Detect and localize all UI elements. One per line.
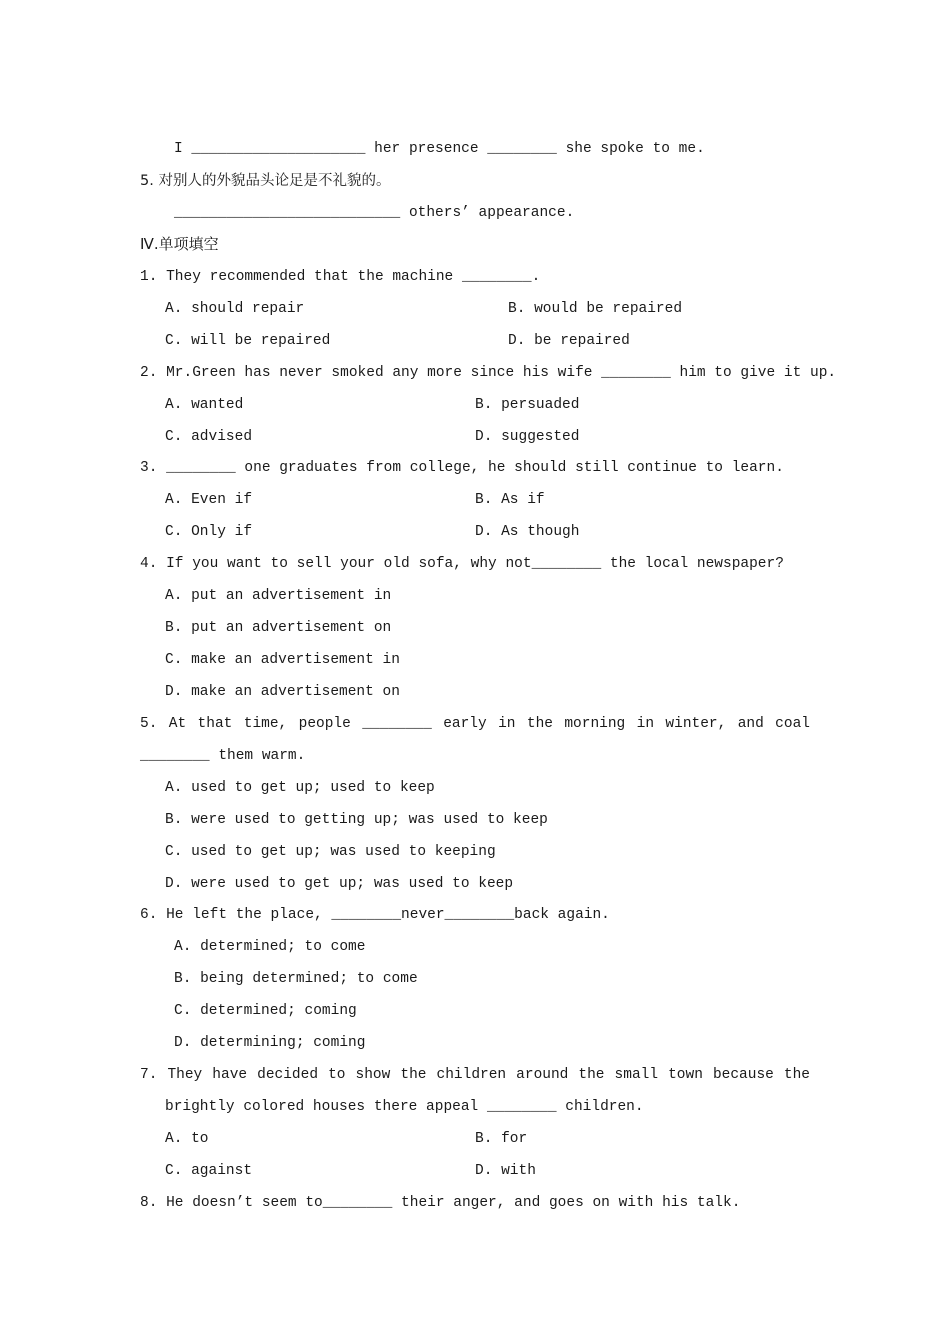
- question-3-stem: 3. ________ one graduates from college, he should still continue to learn.: [140, 460, 784, 476]
- question-3-option-a[interactable]: A. Even if: [165, 492, 253, 508]
- question-6-option-b[interactable]: B. being determined; to come: [174, 971, 418, 987]
- question-1-option-a[interactable]: A. should repair: [165, 301, 305, 317]
- question-4-option-d[interactable]: D. make an advertisement on: [165, 684, 400, 700]
- question-5-stem-line-1: 5. At that time, people ________ early in the morning in winter, and coal: [140, 716, 810, 732]
- question-3-option-b[interactable]: B. As if: [475, 492, 545, 508]
- question-1-stem: 1. They recommended that the machine ________.: [140, 269, 541, 285]
- question-6-option-d[interactable]: D. determining; coming: [174, 1035, 366, 1051]
- question-5-option-a[interactable]: A. used to get up; used to keep: [165, 780, 435, 796]
- question-6-option-c[interactable]: C. determined; coming: [174, 1003, 357, 1019]
- question-5-option-c[interactable]: C. used to get up; was used to keeping: [165, 844, 496, 860]
- question-7-option-a[interactable]: A. to: [165, 1131, 209, 1147]
- section-heading: Ⅳ.单项填空: [140, 235, 219, 253]
- q5-answer-line: __________________________ others’ appearance.: [174, 205, 575, 221]
- question-2-stem: 2. Mr.Green has never smoked any more since his wife ________ him to give it up.: [140, 365, 837, 381]
- q5-chinese-prompt: 5. 对别人的外貌品头论足是不礼貌的。: [140, 173, 391, 189]
- question-4-option-b[interactable]: B. put an advertisement on: [165, 620, 392, 636]
- question-1-option-b[interactable]: B. would be repaired: [508, 301, 683, 317]
- question-6-option-a[interactable]: A. determined; to come: [174, 939, 366, 955]
- question-7-option-d[interactable]: D. with: [475, 1163, 536, 1179]
- question-5-option-b[interactable]: B. were used to getting up; was used to keep: [165, 812, 548, 828]
- question-2-option-c[interactable]: C. advised: [165, 429, 253, 445]
- question-3-option-d[interactable]: D. As though: [475, 524, 580, 540]
- q4-sentence-line: I ____________________ her presence ________ she spoke to me.: [174, 141, 705, 157]
- question-7-option-c[interactable]: C. against: [165, 1163, 253, 1179]
- question-2-option-d[interactable]: D. suggested: [475, 429, 580, 445]
- question-7-option-b[interactable]: B. for: [475, 1131, 528, 1147]
- question-1-option-c[interactable]: C. will be repaired: [165, 333, 331, 349]
- question-2-option-b[interactable]: B. persuaded: [475, 397, 580, 413]
- question-7-stem-line-2: brightly colored houses there appeal ________ children.: [165, 1099, 644, 1115]
- question-3-option-c[interactable]: C. Only if: [165, 524, 253, 540]
- question-5-stem-line-2: ________ them warm.: [140, 748, 306, 764]
- question-2-option-a[interactable]: A. wanted: [165, 397, 244, 413]
- question-6-stem: 6. He left the place, ________never________back again.: [140, 907, 610, 923]
- question-8-stem: 8. He doesn’t seem to________ their anger, and goes on with his talk.: [140, 1195, 741, 1211]
- question-4-stem: 4. If you want to sell your old sofa, why not________ the local newspaper?: [140, 556, 784, 572]
- question-4-option-a[interactable]: A. put an advertisement in: [165, 588, 392, 604]
- question-5-option-d[interactable]: D. were used to get up; was used to keep: [165, 876, 514, 892]
- question-4-option-c[interactable]: C. make an advertisement in: [165, 652, 400, 668]
- question-1-option-d[interactable]: D. be repaired: [508, 333, 630, 349]
- question-7-stem-line-1: 7. They have decided to show the children around the small town because the: [140, 1067, 810, 1083]
